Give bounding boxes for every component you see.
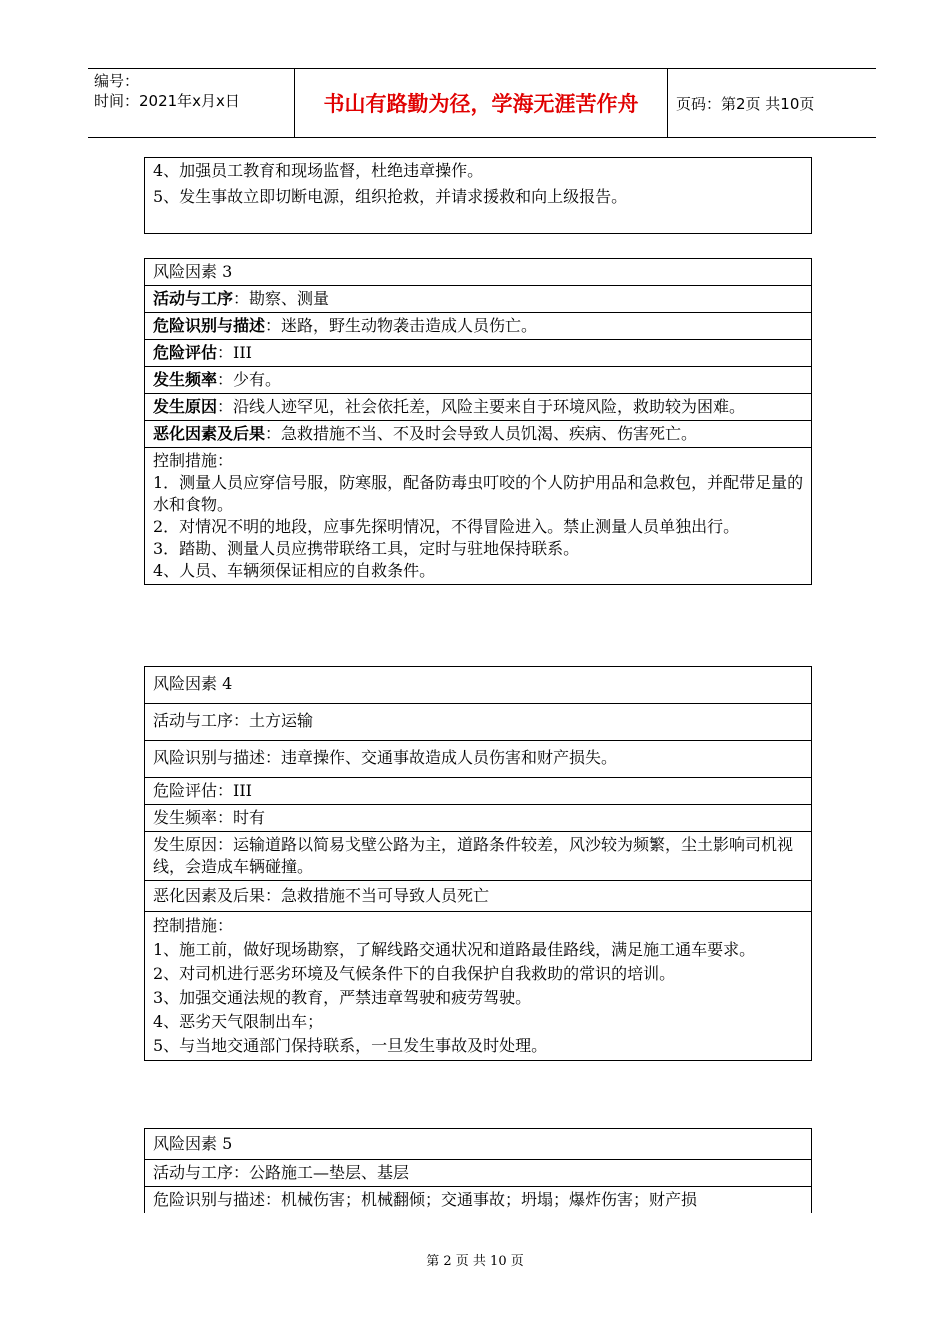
cause-value: ：沿线人迹罕见，社会依托差，风险主要来自于环境风险，救助较为困难。: [217, 397, 746, 416]
frequency-row: 发生频率：时有: [145, 805, 811, 832]
measures-continued-box: [144, 157, 812, 234]
assessment-row: 危险评估：III: [145, 778, 811, 805]
consequence-label: 恶化因素及后果: [153, 424, 266, 443]
risk-title: 风险因素 4: [145, 667, 811, 704]
header-page-number: 页码：第2页 共10页: [676, 94, 815, 113]
activity-row: [145, 286, 811, 313]
frequency-label: 发生频率: [153, 370, 218, 389]
risk-title: 风险因素 3: [145, 259, 811, 286]
frequency-row: [145, 367, 811, 394]
hazard-label: 危险识别与描述: [153, 316, 266, 335]
controls-row: [145, 448, 811, 584]
measure-item: 4、加强员工教育和现场监督，杜绝违章操作。: [153, 161, 484, 180]
risk-factor-4-table: [144, 666, 812, 1061]
page-footer: 第 2 页 共 10 页: [426, 1254, 524, 1269]
consequence-row: 恶化因素及后果：急救措施不当可导致人员死亡: [145, 881, 811, 912]
risk-title: 风险因素 5: [145, 1129, 811, 1160]
consequence-row: [145, 421, 811, 448]
control-item: 3．踏勘、测量人员应携带联络工具，定时与驻地保持联系。: [153, 539, 580, 558]
consequence-value: ：急救措施不当、不及时会导致人员饥渴、疾病、伤害死亡。: [265, 424, 698, 443]
cause-label: 发生原因: [153, 397, 218, 416]
hazard-row: 危险识别与描述：机械伤害；机械翻倾；交通事故；坍塌；爆炸伤害；财产损: [153, 1190, 698, 1209]
header-meta: [88, 69, 294, 137]
assessment-value: ：III: [217, 343, 252, 362]
control-item: 4、人员、车辆须保证相应的自救条件。: [153, 561, 436, 580]
document-time: 时间：2021年x月x日: [94, 92, 240, 110]
activity-row: 活动与工序：土方运输: [145, 704, 811, 741]
document-number: 编号：: [94, 72, 140, 90]
header-motto: 书山有路勤为径，学海无涯苦作舟: [294, 69, 668, 137]
assessment-label: 危险评估: [153, 343, 218, 362]
control-item: 2、对司机进行恶劣环境及气候条件下的自我保护自我救助的常识的培训。: [153, 964, 676, 983]
control-item: 3、加强交通法规的教育，严禁违章驾驶和疲劳驾驶。: [153, 988, 532, 1007]
activity-row: 活动与工序：公路施工—垫层、基层: [145, 1160, 811, 1187]
control-item: 1．测量人员应穿信号服，防寒服，配备防毒虫叮咬的个人防护用品和急救包，并配带足量的水和食物。: [153, 473, 804, 514]
measure-item: 5、发生事故立即切断电源，组织抢救，并请求援救和向上级报告。: [153, 187, 628, 206]
cause-row: 发生原因：运输道路以简易戈壁公路为主，道路条件较差，风沙较为频繁，尘土影响司机视线，会造成车辆碰撞。: [145, 832, 811, 881]
hazard-row: 风险识别与描述：违章操作、交通事故造成人员伤害和财产损失。: [145, 741, 811, 778]
assessment-row: [145, 340, 811, 367]
controls-title: 控制措施：: [153, 451, 234, 470]
activity-label: 活动与工序: [153, 289, 234, 308]
activity-value: ：勘察、测量: [233, 289, 330, 308]
control-item: 1、施工前，做好现场勘察，了解线路交通状况和道路最佳路线，满足施工通车要求。: [153, 940, 756, 959]
controls-title: 控制措施：: [153, 916, 234, 935]
risk-factor-3-table: [144, 258, 812, 585]
frequency-value: ：少有。: [217, 370, 282, 389]
control-item: 4、恶劣天气限制出车；: [153, 1012, 324, 1031]
cause-row: [145, 394, 811, 421]
control-item: 5、与当地交通部门保持联系，一旦发生事故及时处理。: [153, 1036, 548, 1055]
control-item: 2．对情况不明的地段，应事先探明情况，不得冒险进入。禁止测量人员单独出行。: [153, 517, 740, 536]
risk-factor-5-table: [144, 1128, 812, 1213]
controls-row: [145, 912, 811, 1060]
hazard-value: ：迷路，野生动物袭击造成人员伤亡。: [265, 316, 538, 335]
hazard-row: [145, 313, 811, 340]
page-header: [88, 68, 876, 138]
